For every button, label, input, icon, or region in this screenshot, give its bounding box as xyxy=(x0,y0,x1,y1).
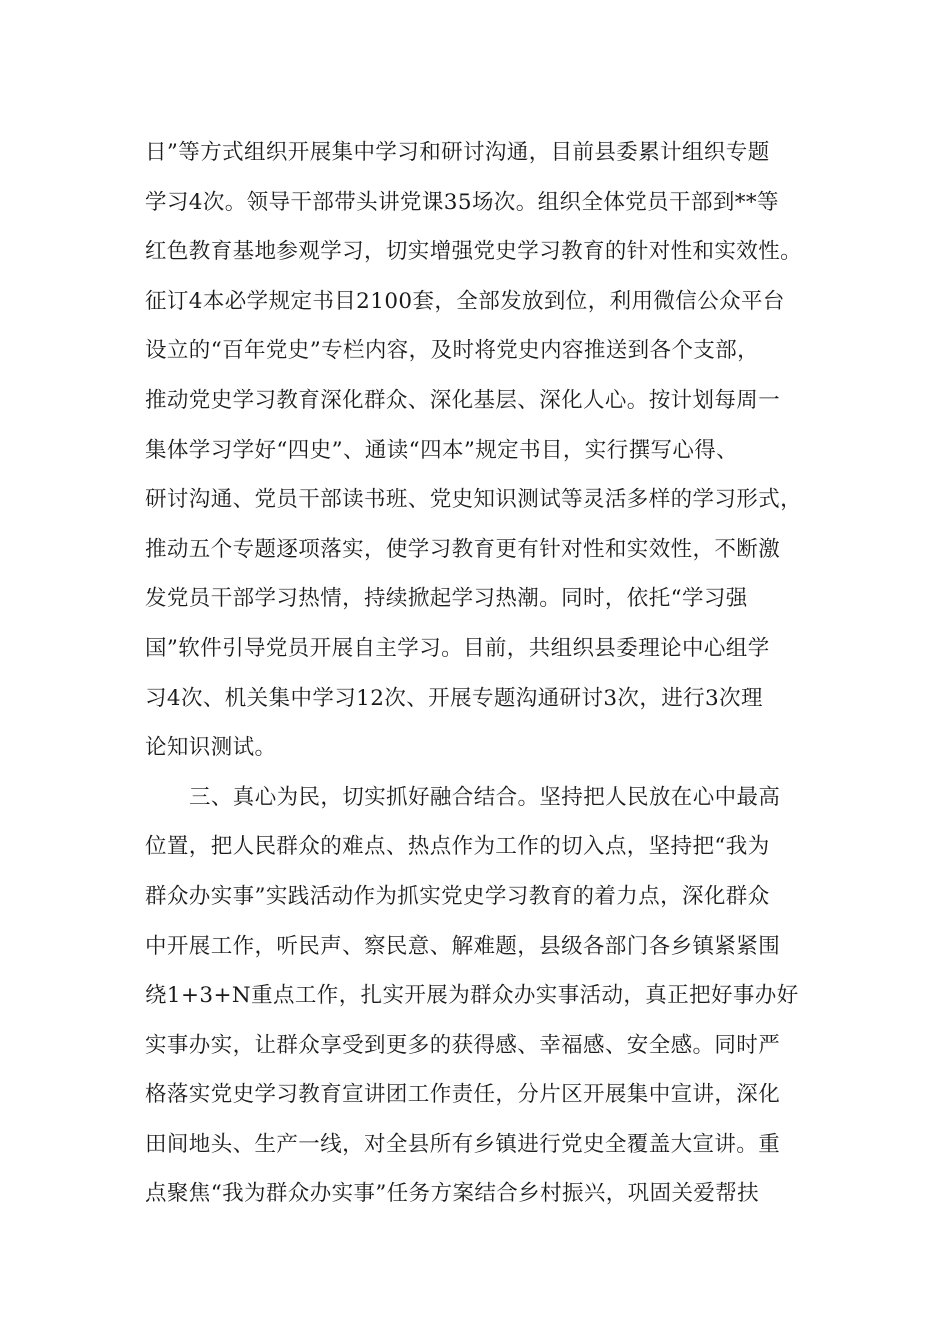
text-line: 日”等方式组织开展集中学习和研讨沟通，目前县委累计组织专题 xyxy=(145,140,770,165)
paragraph-1 xyxy=(145,128,835,773)
text-line: 研讨沟通、党员干部读书班、党史知识测试等灵活多样的学习形式， xyxy=(145,487,803,513)
text-line: 点聚焦“我为群众办实事”任务方案结合乡村振兴，巩固关爱帮扶 xyxy=(145,1181,760,1207)
text-line: 红色教育基地参观学习，切实增强党史学习教育的针对性和实效性。 xyxy=(145,239,803,265)
text-line: 集体学习学好“四史”、通读“四本”规定书目，实行撰写心得、 xyxy=(145,437,739,463)
text-line: 推动五个专题逐项落实，使学习教育更有针对性和实效性，不断激 xyxy=(145,536,781,562)
text-line: 学习4次。领导干部带头讲党课35场次。组织全体党员干部到**等 xyxy=(145,189,779,215)
document-body xyxy=(145,128,835,1219)
text-line: 中开展工作，听民声、察民意、解难题，县级各部门各乡镇紧紧围 xyxy=(145,933,781,959)
text-line: 习4次、机关集中学习12次、开展专题沟通研讨3次，进行3次理 xyxy=(145,685,763,711)
text-line: 论知识测试。 xyxy=(145,735,277,761)
text-line: 田间地头、生产一线，对全县所有乡镇进行党史全覆盖大宣讲。重 xyxy=(145,1131,781,1157)
paragraph-2 xyxy=(145,773,835,1219)
text-line: 国”软件引导党员开展自主学习。目前，共组织县委理论中心组学 xyxy=(145,635,770,661)
text-line: 征订4本必学规定书目2100套，全部发放到位，利用微信公众平台 xyxy=(145,288,785,314)
text-line: 绕1+3+N重点工作，扎实开展为群众办实事活动，真正把好事办好 xyxy=(145,983,799,1009)
text-line: 设立的“百年党史”专栏内容，及时将党史内容推送到各个支部， xyxy=(145,338,760,364)
text-line: 实事办实，让群众享受到更多的获得感、幸福感、安全感。同时严 xyxy=(145,1032,781,1058)
text-line: 三、真心为民，切实抓好融合结合。坚持把人民放在心中最高 xyxy=(189,784,781,810)
text-line: 发党员干部学习热情，持续掀起学习热潮。同时，依托“学习强 xyxy=(145,586,748,612)
text-line: 推动党史学习教育深化群众、深化基层、深化人心。按计划每周一 xyxy=(145,387,781,413)
text-line: 群众办实事”实践活动作为抓实党史学习教育的着力点，深化群众 xyxy=(145,883,770,909)
text-line: 位置，把人民群众的难点、热点作为工作的切入点，坚持把“我为 xyxy=(145,834,770,860)
text-line: 格落实党史学习教育宣讲团工作责任，分片区开展集中宣讲，深化 xyxy=(145,1082,781,1108)
